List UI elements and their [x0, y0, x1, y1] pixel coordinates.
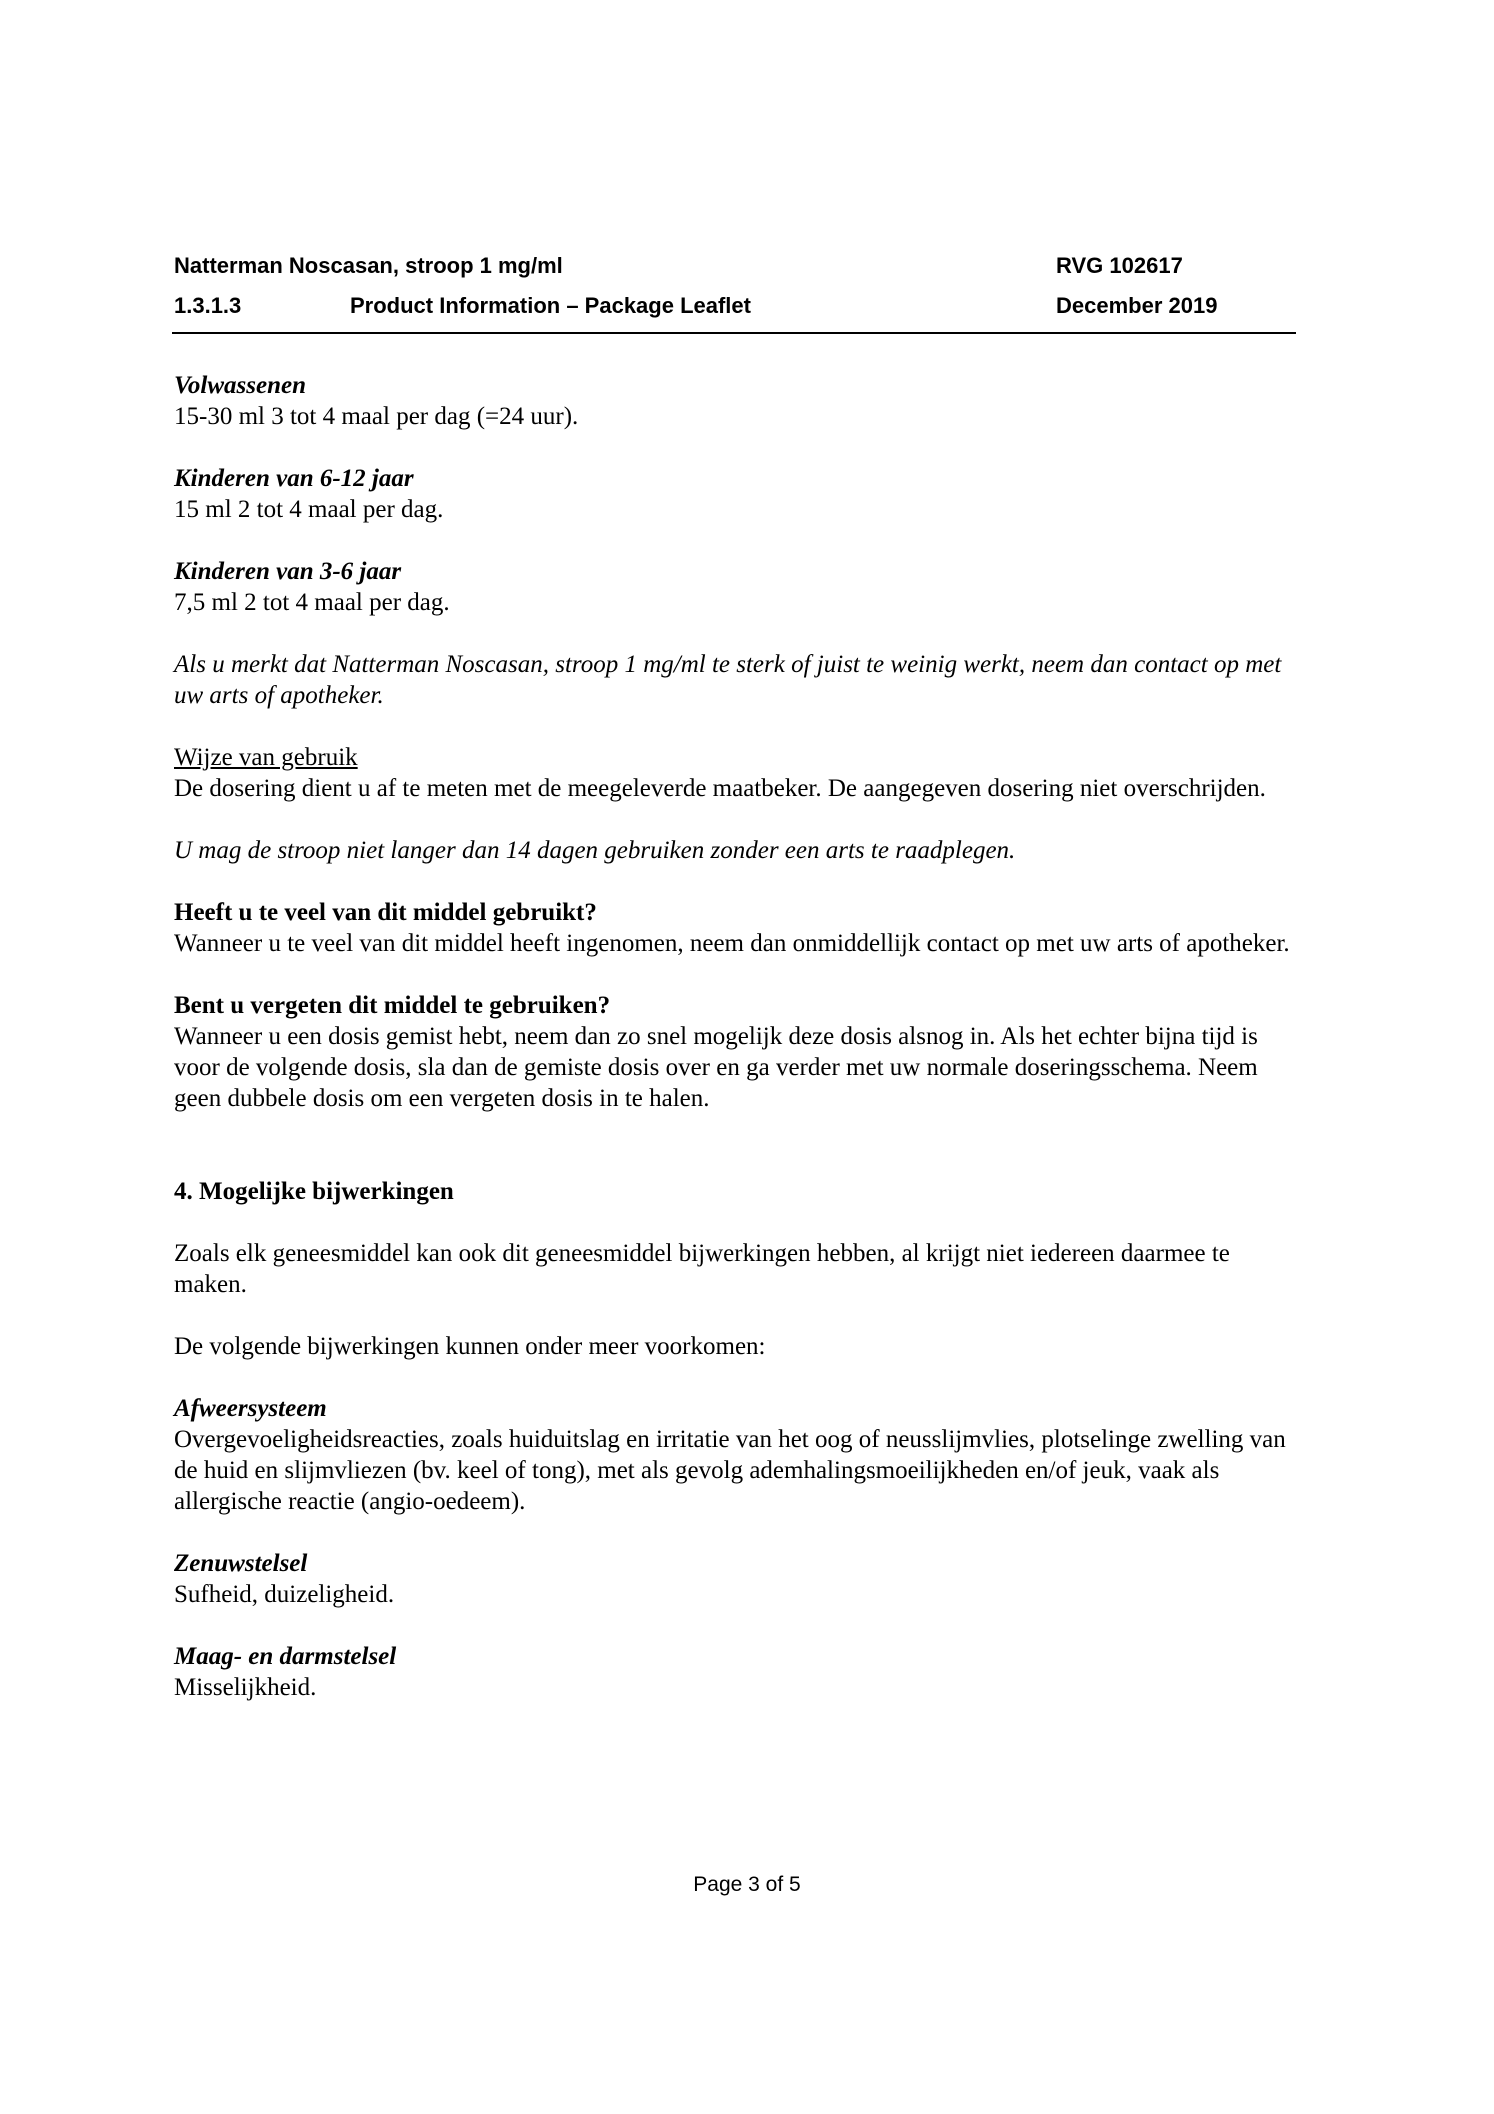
section-number: 1.3.1.3 [174, 293, 242, 318]
product-title: Natterman Noscasan, stroop 1 mg/ml [174, 253, 563, 278]
effect-note: Als u merkt dat Natterman Noscasan, stroop 1 mg/ml te sterk of juist te weinig werkt, neem dan contact op met uw arts of apotheker. [174, 651, 1282, 709]
overdose-heading: Heeft u te veel van dit middel gebruikt? [174, 899, 597, 926]
adults-heading: Volwassenen [174, 372, 306, 399]
immune-system-text: Overgevoeligheidsreacties, zoals huiduitslag en irritatie van het oog of neusslijmvlies, plotselinge zwelling van de huid en slijmvliezen (bv. keel of tong), met als gevolg ademhalingsmoeilijkheden en/of jeuk, vaak als allergische reactie (angio-oedeem). [174, 1426, 1286, 1515]
missed-dose-text: Wanneer u een dosis gemist hebt, neem dan zo snel mogelijk deze dosis alsnog in. Als het echter bijna tijd is voor de volgende dosis, sla dan de gemiste dosis over en ga verder met uw normale doseringsschema. Neem geen dubbele dosis om een vergeten dosis in te halen. [174, 1023, 1258, 1112]
children-3-6-heading: Kinderen van 3-6 jaar [174, 558, 402, 585]
side-effects-intro: Zoals elk geneesmiddel kan ook dit geneesmiddel bijwerkingen hebben, al krijgt niet iedereen daarmee te maken. [174, 1240, 1230, 1298]
document-date: December 2019 [1056, 293, 1218, 318]
usage-text: De dosering dient u af te meten met de meegeleverde maatbeker. De aangegeven dosering niet overschrijden. [174, 775, 1266, 802]
digestive-system-text: Misselijkheid. [174, 1674, 317, 1701]
rvg-number: RVG 102617 [1056, 253, 1183, 278]
side-effects-list-intro: De volgende bijwerkingen kunnen onder meer voorkomen: [174, 1333, 766, 1360]
page-number: Page 3 of 5 [693, 1873, 801, 1896]
leaflet-body [174, 370, 1294, 1703]
immune-system-heading: Afweersysteem [174, 1395, 327, 1422]
usage-heading: Wijze van gebruik [174, 744, 358, 771]
nervous-system-heading: Zenuwstelsel [174, 1550, 308, 1577]
digestive-system-heading: Maag- en darmstelsel [174, 1643, 397, 1670]
children-6-12-dosage: 15 ml 2 tot 4 maal per dag. [174, 496, 444, 523]
usage-limit-note: U mag de stroop niet langer dan 14 dagen gebruiken zonder een arts te raadplegen. [174, 837, 1016, 864]
header-row-1 [174, 246, 1294, 286]
children-6-12-heading: Kinderen van 6-12 jaar [174, 465, 414, 492]
children-3-6-dosage: 7,5 ml 2 tot 4 maal per dag. [174, 589, 450, 616]
page-header [174, 246, 1294, 326]
nervous-system-text: Sufheid, duizeligheid. [174, 1581, 395, 1608]
side-effects-heading: 4. Mogelijke bijwerkingen [174, 1178, 454, 1205]
header-row-2 [174, 286, 1294, 326]
header-divider [172, 332, 1296, 334]
missed-dose-heading: Bent u vergeten dit middel te gebruiken? [174, 992, 611, 1019]
overdose-text: Wanneer u te veel van dit middel heeft ingenomen, neem dan onmiddellijk contact op met uw arts of apotheker. [174, 930, 1290, 957]
document-type: Product Information – Package Leaflet [350, 293, 751, 318]
adults-dosage: 15-30 ml 3 tot 4 maal per dag (=24 uur). [174, 403, 579, 430]
